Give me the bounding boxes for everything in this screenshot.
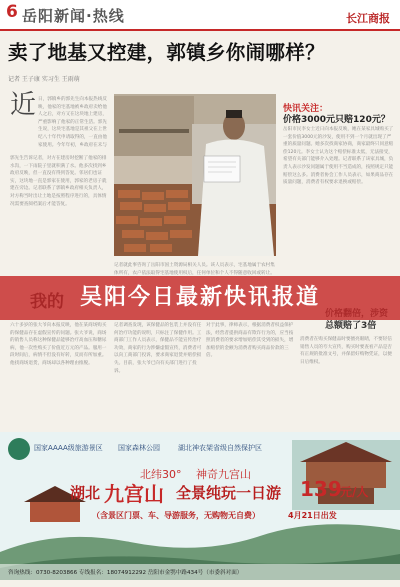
article-photo: [114, 94, 276, 256]
section-name: 岳阳新闻·热线: [22, 7, 125, 25]
headline: 卖了地基又控建，郭镇乡你闹哪样？: [8, 41, 325, 64]
ad-badge-aaaa: 国家AAAA级旅游景区: [34, 444, 103, 452]
article-col2: 记者就此事咨询了岳阳市国土资源局相关人员。该人员表示，宅基地属于农村集体所有，农户依法取得宅基地使用权后，任何单位和个人不得随意收回或转让。: [114, 263, 275, 276]
sidebar-subtitle: 价格3000元只赔120元？: [283, 115, 390, 125]
pull-quote: 总额赔了3倍: [325, 321, 377, 331]
article-col1: 郭先生告诉记者，对方在建房时挖断了他家的排水沟，一下雨院子里就积满了水。他多次找到乡政府反映，但一直没有得到答复。邻居们也证实，这块地一直是郭家在使用，郭家的老房子就建在旁边。记者联系了郭镇乡政府相关负责人，对方称当时出让土地是按照程序进行的，具体情况需要查阅档案后才能答复。: [10, 156, 107, 207]
overlay-banner-text: 吴阳今日最新快讯报道: [79, 285, 320, 310]
byline: 记者 王子康 实习生 王雨萌: [8, 76, 80, 83]
sidebar-body: 岳阳市民李女士近日向本报反映，她在某家具城购买了一套价值3000元的沙发，使用不到一个月就出现了严重的质量问题。她多次找商家协商，商家最终只同意赔偿120元。李女士认为这个赔偿标准太低，无法接受，希望有关部门能够介入处理。记者联系了该家具城，负责人表示沙发问题属于使用不当造成的，按照规定只能赔偿这么多。消费者协会工作人员表示，如果商品存在质量问题，消费者有权要求退换或赔偿。: [283, 127, 394, 186]
ad-logo: [8, 438, 30, 460]
paper-name: 长江商报: [346, 12, 390, 25]
ad-brand-name: 九宫山: [104, 482, 164, 506]
ad-price: 139: [300, 477, 342, 501]
ad-includes: （含景区门票、车、导游服务，无购物无自费）: [92, 511, 260, 520]
article-col1-intro: 日，郭镇乡的郭先生向本报热线反映，他家的宅基地被乡政府卖给他人之后，对方又在这块地上建房，严重影响了他家的正常生活。郭先生说，这块宅基地是其祖父在上世纪八十年代申请取得的，一直由他家使用。今年年初，乡政府在未与: [38, 97, 107, 148]
ad-badge-forest: 国家森林公园: [118, 444, 160, 452]
second-col2: 记者调查发现，该保健品的包装上并没有任何治疗功能的说明，只标注了保健作用。工商部门工作人员表示，保健品不能宣传治疗功效，商家的行为涉嫌虚假宣传，消费者可以向工商部门投诉，要求商家退货并赔偿损失。目前，张大爷已向有关部门进行了投诉。: [114, 323, 202, 374]
ad-price-unit: 元/人: [340, 485, 369, 499]
travel-ad[interactable]: [0, 432, 400, 580]
ad-latitude: 北纬30°: [140, 468, 182, 481]
ad-badge-reserve: 湖北神农架省级自然保护区: [178, 444, 262, 452]
header-rule: [0, 29, 400, 31]
ad-offer: 全景纯玩一日游: [176, 484, 282, 502]
second-col4: 消费者在购买保健品时要擅亮眼睛，不要轻信销售人员的夸大宣传，购买时要查看产品是否有正规的批准文号，并保留好购物凭证，以便日后维权。: [300, 337, 392, 365]
ad-slogan: 神奇九宫山: [196, 468, 251, 481]
ad-contact-line: 咨询热线：0730-8203866 专线报名：18074912292 岳阳市金鹗中路434号（市委斜对面）: [8, 570, 243, 576]
ad-depart-date: 4月21日出发: [288, 511, 337, 520]
sidebar-title: 快讯关注：: [283, 104, 329, 114]
ad-brand-prefix: 湖北: [70, 484, 101, 502]
second-col1: 六十多岁的张大爷向本报反映，他在某商场购买的保健品存在虚假宣传的问题。张大爷说，商场的销售人员称这种保健品能够治疗高血压和糖尿病，他一次性购买了价值近万元的产品。服用一段时间后，病情不但没有好转，反而有所加重。他找商场退货，商场却以各种理由推脱。: [10, 323, 107, 366]
drop-cap: 近: [10, 90, 37, 120]
second-col3: 对于此事，律师表示，根据消费者权益保护法，经营者提供商品有欺诈行为的，应当按照消费者的要求增加赔偿其受到的损失，增加赔偿的金额为消费者购买商品价款的三倍。: [206, 323, 294, 359]
page-number: 6: [6, 2, 18, 22]
ad-background: [0, 432, 400, 580]
